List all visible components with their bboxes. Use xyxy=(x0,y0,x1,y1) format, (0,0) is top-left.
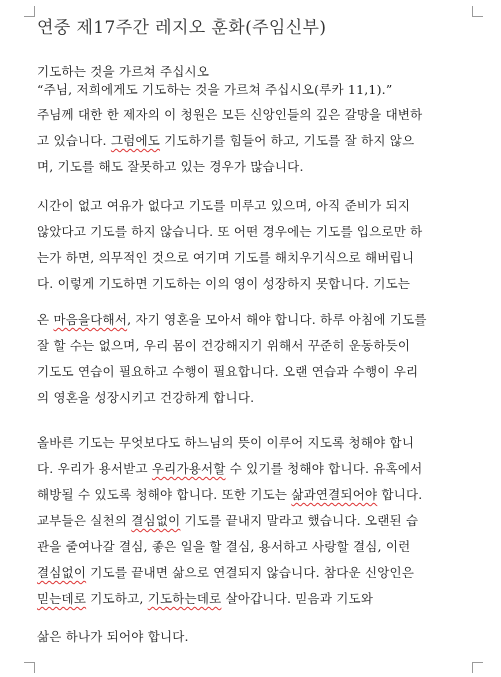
page-corner-mark-top-left xyxy=(24,6,35,17)
page-corner-mark-bottom-right xyxy=(472,662,483,673)
spellcheck-flagged-word[interactable]: 삶과연결되어야 xyxy=(291,487,378,502)
text-line: 관을 줄여나갈 결심, 좋은 일을 할 결심, 용서하고 사랑할 결심, 이런 xyxy=(37,539,411,554)
spellcheck-flagged-word[interactable]: 마음을다해서 xyxy=(53,312,128,327)
section-heading: 기도하는 것을 가르쳐 주십시오 xyxy=(37,64,210,79)
text-line: 믿는데로 기도하고, 기도하는데로 살아갑니다. 믿음과 기도와 xyxy=(37,591,374,606)
text-line: 기도도 연습이 필요하고 수행이 필요합니다. 오랜 연습과 수행이 우리 xyxy=(37,364,419,379)
text-line: 시간이 없고 여유가 없다고 기도를 미루고 있으며, 아직 준비가 되지 xyxy=(37,198,411,213)
text-line: 삶은 하나가 되어야 합니다. xyxy=(37,629,189,644)
spellcheck-flagged-word[interactable]: 그럼에도 xyxy=(110,133,161,148)
text-line: 잘 할 수는 없으며, 우리 몸이 건강해지기 위해서 꾸준히 운동하듯이 xyxy=(37,338,411,353)
spellcheck-flagged-word[interactable]: 기도하는데로 xyxy=(147,591,222,606)
text-line: 는가 하면, 의무적인 것으로 여기며 기도를 해치우기식으로 해버립니 xyxy=(37,250,415,265)
spellcheck-flagged-word[interactable]: 믿는데로 xyxy=(37,591,87,606)
text-line: 고 있습니다. 그럼에도 기도하기를 힘들어 하고, 기도를 잘 하지 않으 xyxy=(37,133,415,148)
document-title: 연중 제17주간 레지오 훈화(주임신부) xyxy=(37,18,327,38)
text-line: 교부들은 실천의 결심없이 기도를 끝내지 말라고 했습니다. 오랜된 습 xyxy=(37,513,419,528)
page-corner-mark-bottom-left xyxy=(24,662,35,673)
text-line: 의 영혼을 성장시키고 건강하게 합니다. xyxy=(37,390,255,405)
text-line: 다. 이렇게 기도하면 기도하는 이의 영이 성장하지 못합니다. 기도는 xyxy=(37,276,411,291)
spellcheck-flagged-word[interactable]: 결심없이 xyxy=(37,565,87,580)
page-corner-mark-top-right xyxy=(472,6,483,17)
text-line: 며, 기도를 해도 잘못하고 있는 경우가 많습니다. xyxy=(37,159,304,174)
text-line: 결심없이 기도를 끝내면 삶으로 연결되지 않습니다. 참다운 신앙인은 xyxy=(37,565,415,580)
text-line: 해방될 수 있도록 청해야 합니다. 또한 기도는 삶과연결되어야 합니다. xyxy=(37,487,423,502)
spellcheck-flagged-word[interactable]: 우리가용서할 xyxy=(151,461,226,476)
spellcheck-flagged-word[interactable]: 결심없이 xyxy=(131,513,181,528)
text-line: 주님께 대한 한 제자의 이 청원은 모든 신앙인들의 깊은 갈망을 대변하 xyxy=(37,107,423,122)
text-line: 올바른 기도는 무엇보다도 하느님의 뜻이 이루어 지도록 청해야 합니 xyxy=(37,435,415,450)
text-line: 온 마음을다해서, 자기 영혼을 모아서 해야 합니다. 하루 아침에 기도를 xyxy=(37,312,427,327)
text-line: 않았다고 기도를 하지 않습니다. 또 어떤 경우에는 기도를 입으로만 하 xyxy=(37,224,423,239)
scripture-quote: “주님, 저희에게도 기도하는 것을 가르쳐 주십시오(루카 11,1).” xyxy=(37,82,393,97)
text-line: 다. 우리가 용서받고 우리가용서할 수 있기를 청해야 합니다. 유혹에서 xyxy=(37,461,423,476)
